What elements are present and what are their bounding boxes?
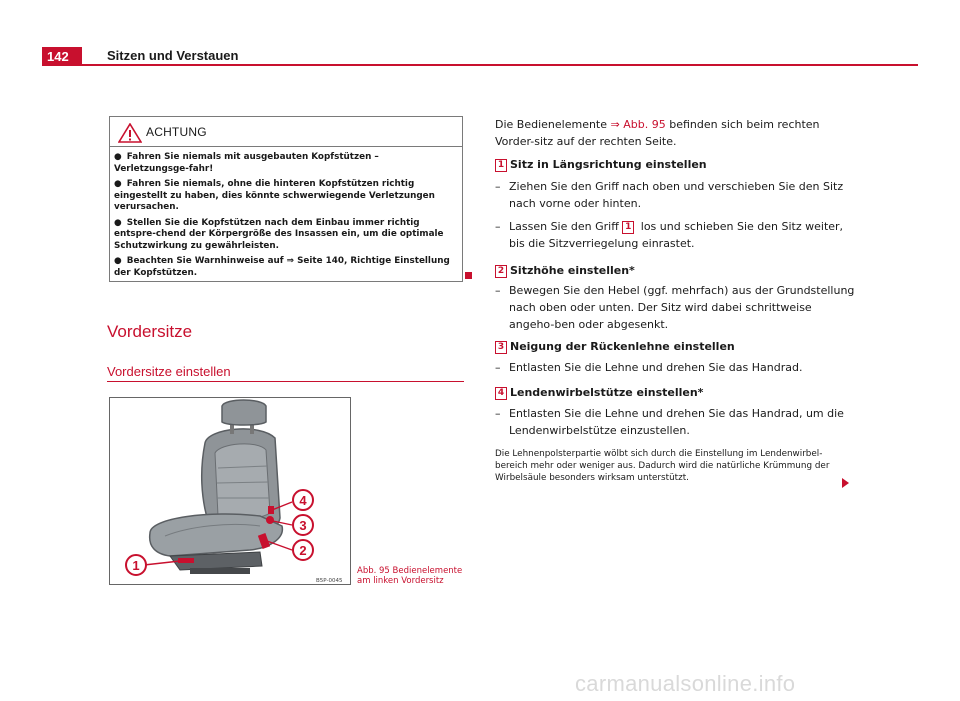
callout-1: 1 (132, 558, 140, 573)
figure-caption: Abb. 95 Bedienelemente am linken Vordersitz (357, 566, 463, 586)
step-heading-1: 1 Sitz in Längsrichtung einstellen (495, 158, 707, 172)
chapter-title: Sitzen und Verstauen (107, 48, 239, 63)
warning-header (110, 117, 462, 147)
subsection-rule (107, 381, 464, 382)
warning-title: ACHTUNG (146, 125, 207, 139)
seat-figure (109, 397, 351, 585)
step-heading-3: 3 Neigung der Rückenlehne einstellen (495, 340, 735, 354)
step-number-badge: 4 (495, 387, 507, 400)
step-number-badge: 3 (495, 341, 507, 354)
callout-3: 3 (299, 518, 307, 533)
callout-2: 2 (299, 543, 307, 558)
note-paragraph: Die Lehnenpolsterpartie wölbt sich durch die Einstellung im Lendenwirbel-bereich mehr oder weniger aus. Dadurch wird die natürliche Krümmung der Wirbelsäule besonders wirksam unterstützt. (495, 449, 830, 483)
warning-item: ● Beachten Sie Warnhinweise auf ⇒ Seite 140, Richtige Einstellung der Kopfstützen. (114, 256, 450, 278)
continue-arrow-icon (842, 478, 849, 488)
action-item: – Entlasten Sie die Lehne und drehen Sie das Handrad. (495, 361, 803, 374)
action-item: – Lassen Sie den Griff 1 los und schieben Sie den Sitz weiter, bis die Sitzverriegelung einrastet. (495, 220, 844, 250)
step-number-badge: 2 (495, 265, 507, 278)
section-end-marker (465, 272, 472, 279)
figure-code: B5P-0045 (316, 578, 343, 584)
seat-illustration (110, 398, 350, 584)
step-heading-2: 2 Sitzhöhe einstellen* (495, 264, 635, 278)
warning-triangle-icon (118, 123, 142, 143)
warning-list (110, 147, 462, 279)
warning-box (109, 116, 463, 282)
action-item: – Entlasten Sie die Lehne und drehen Sie das Handrad, um die Lendenwirbelstütze einzustellen. (495, 407, 844, 437)
warning-item: ● Fahren Sie niemals, ohne die hinteren Kopfstützen richtig eingestellt zu haben, dies könnte schwerwiegende Verletzungen verursachen. (114, 179, 435, 212)
figure-reference-link[interactable]: ⇒ Abb. 95 (610, 118, 666, 131)
warning-item: ● Fahren Sie niemals mit ausgebauten Kopfstützen – Verletzungsge-fahr! (114, 152, 379, 174)
action-item: – Bewegen Sie den Hebel (ggf. mehrfach) aus der Grundstellung nach oben oder unten. Der Sitz wird dabei schrittweise angeho-ben oder abgesenkt. (495, 284, 855, 331)
watermark: carmanualsonline.info (575, 671, 796, 696)
warning-item: ● Stellen Sie die Kopfstützen nach dem Einbau immer richtig entspre-chend der Körpergröße des Insassen ein, um die optimale Schutzwirkung zu gewährleisten. (114, 217, 444, 251)
step-number-badge: 1 (495, 159, 507, 172)
page-number: 142 (42, 47, 82, 66)
header-rule (42, 64, 918, 66)
step-heading-4: 4 Lendenwirbelstütze einstellen* (495, 386, 703, 400)
inline-number-badge: 1 (622, 221, 634, 234)
subsection-heading: Vordersitze einstellen (107, 364, 231, 379)
intro-paragraph: Die Bedienelemente ⇒ Abb. 95 befinden sich beim rechten Vorder-sitz auf der rechten Seite. (495, 118, 820, 148)
section-heading: Vordersitze (107, 322, 193, 341)
action-item: – Ziehen Sie den Griff nach oben und verschieben Sie den Sitz nach vorne oder hinten. (495, 180, 844, 210)
callout-4: 4 (299, 493, 307, 508)
